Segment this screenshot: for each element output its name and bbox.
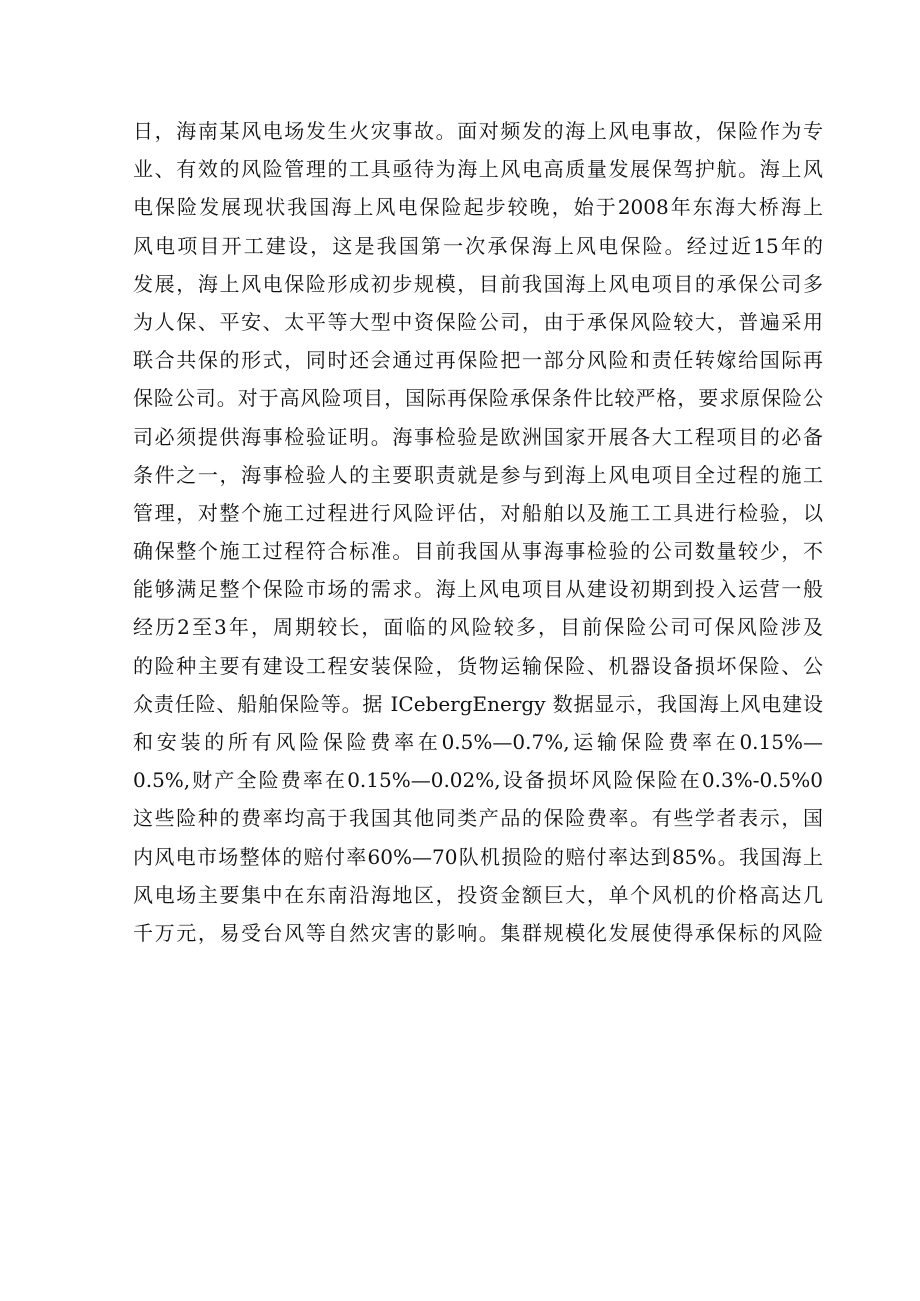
text-line: 能够满足整个保险市场的需求。海上风电项目从建设初期到投入运营一般 [133,577,823,602]
text-line: 经历2至3年，周期较长，面临的风险较多，目前保险公司可保风险涉及 [133,615,823,640]
text-line: 管理，对整个施工过程进行风险评估，对船舶以及施工工具进行检验，以 [133,500,823,525]
text-line: 联合共保的形式，同时还会通过再保险把一部分风险和责任转嫁给国际再 [133,348,823,373]
text-line: 电保险发展现状我国海上风电保险起步较晚，始于2008年东海大桥海上 [133,195,823,220]
text-line: 业、有效的风险管理的工具亟待为海上风电高质量发展保驾护航。海上风 [133,157,823,182]
body-text [133,112,823,952]
text-line: 确保整个施工过程符合标准。目前我国从事海事检验的公司数量较少，不 [133,539,823,564]
text-line: 为人保、平安、太平等大型中资保险公司，由于承保风险较大，普遍采用 [133,309,823,334]
text-line: 0.5%,财产全险费率在0.15%—0.02%,设备损坏风险保险在0.3%-0.5%0 [133,768,823,793]
text-line: 众责任险、船舶保险等。据 ICebergEnergy 数据显示，我国海上风电建设 [133,691,823,716]
text-line: 风电场主要集中在东南沿海地区，投资金额巨大，单个风机的价格高达几 [133,882,823,907]
text-line: 保险公司。对于高风险项目，国际再保险承保条件比较严格，要求原保险公 [133,386,823,411]
text-line: 司必须提供海事检验证明。海事检验是欧洲国家开展各大工程项目的必备 [133,424,823,449]
text-line: 千万元，易受台风等自然灾害的影响。集群规模化发展使得承保标的风险 [133,920,823,945]
text-line: 的险种主要有建设工程安装保险，货物运输保险、机器设备损坏保险、公 [133,653,823,678]
text-line: 日，海南某风电场发生火灾事故。面对频发的海上风电事故，保险作为专 [133,119,823,143]
text-line: 和安装的所有风险保险费率在0.5%—0.7%,运输保险费率在0.15%— [133,730,823,754]
text-line: 这些险种的费率均高于我国其他同类产品的保险费率。有些学者表示，国 [133,806,823,831]
text-line: 条件之一，海事检验人的主要职责就是参与到海上风电项目全过程的施工 [133,462,823,487]
text-line: 风电项目开工建设，这是我国第一次承保海上风电保险。经过近15年的 [133,233,823,258]
text-line: 内风电市场整体的赔付率60%—70队机损险的赔付率达到85%。我国海上 [133,844,823,869]
text-line: 发展，海上风电保险形成初步规模，目前我国海上风电项目的承保公司多 [133,271,823,296]
